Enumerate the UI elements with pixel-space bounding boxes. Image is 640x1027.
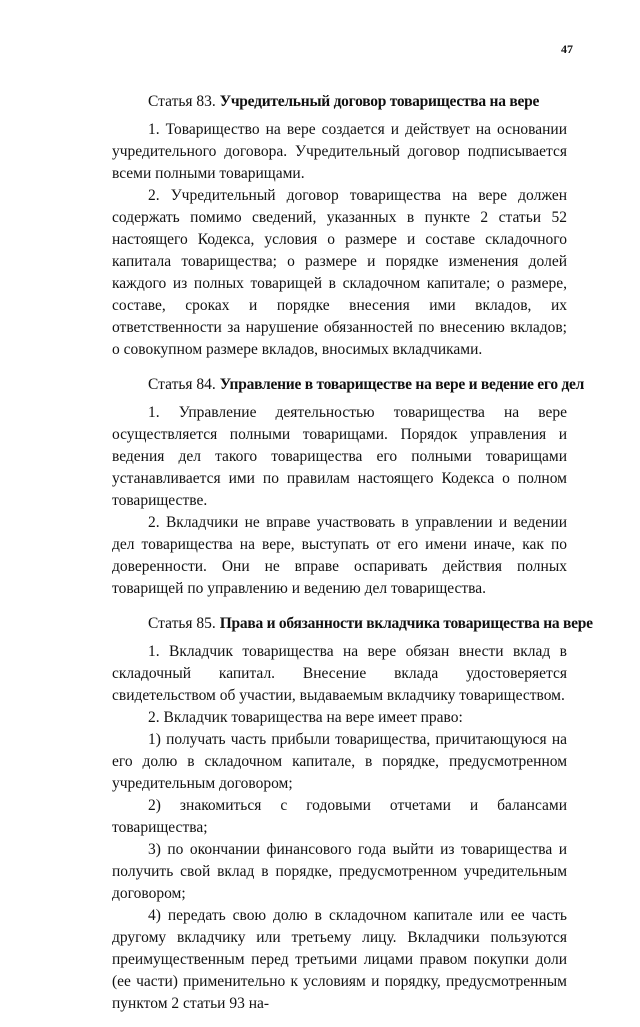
paragraph: 1. Управление деятельностью товарищества на вере осуществляется полными товарищами. Порядок управления и ведения дел такого товарищества его полными товарищами устанавливается ими по правилам настоящего Кодекса о полном товариществе.	[112, 404, 567, 509]
article-heading	[112, 373, 585, 396]
article-heading	[112, 90, 567, 113]
paragraph: 3) по окончании финансового года выйти из товарищества и получить свой вклад в порядке, предусмотренном учредительным договором;	[112, 841, 567, 902]
article-title: Управление в товариществе на вере и ведение его дел	[219, 376, 585, 393]
article-title: Учредительный договор товарищества на вере	[219, 93, 540, 110]
article-84	[112, 373, 585, 600]
paragraph: 2. Вкладчик товарищества на вере имеет право:	[148, 709, 463, 726]
article-title: Права и обязанности вкладчика товарищества на вере	[219, 615, 593, 632]
article-number: Статья 85.	[148, 615, 216, 632]
paragraph: 1) получать часть прибыли товарищества, причитающуюся на его долю в складочном капитале, в порядке, предусмотренном учредительным договором;	[112, 731, 567, 792]
paragraph: 2. Учредительный договор товарищества на вере должен содержать помимо сведений, указанных в пункте 2 статьи 52 настоящего Кодекса, условия о размере и составе складочного капитала товарищества; о размере и порядке изменения долей каждого из полных товарищей в складочном капитале; о размере, составе, сроках и порядке внесения ими вкладов, их ответственности за нарушение обязанностей по внесению вкладов; о совокупном размере вкладов, вносимых вкладчиками.	[112, 187, 567, 358]
paragraph: 1. Вкладчик товарищества на вере обязан внести вклад в складочный капитал. Внесение вклада удостоверяется свидетельством об участии, выдаваемым вкладчику товариществом.	[112, 643, 567, 704]
paragraph: 2. Вкладчики не вправе участвовать в управлении и ведении дел товарищества на вере, выступать от его имени иначе, как по доверенности. Они не вправе оспаривать действия полных товарищей по управлению и ведению дел товарищества.	[112, 514, 567, 597]
article-85	[112, 612, 593, 1015]
article-number: Статья 84.	[148, 376, 216, 393]
page-number: 47	[561, 42, 573, 56]
article-83	[112, 90, 567, 361]
article-number: Статья 83.	[148, 93, 216, 110]
paragraph: 1. Товарищество на вере создается и действует на основании учредительного договора. Учредительный договор подписывается всеми полными товарищами.	[112, 121, 567, 182]
article-heading	[112, 612, 593, 635]
document-body	[112, 90, 593, 1027]
paragraph: 4) передать свою долю в складочном капитале или ее часть другому вкладчику или третьему лицу. Вкладчики пользуются преимущественным перед третьими лицами правом покупки доли (ее части) применительно к условиям и порядку, предусмотренным пунктом 2 статьи 93 на-	[112, 907, 567, 1012]
paragraph: 2) знакомиться с годовыми отчетами и балансами товарищества;	[112, 797, 567, 836]
